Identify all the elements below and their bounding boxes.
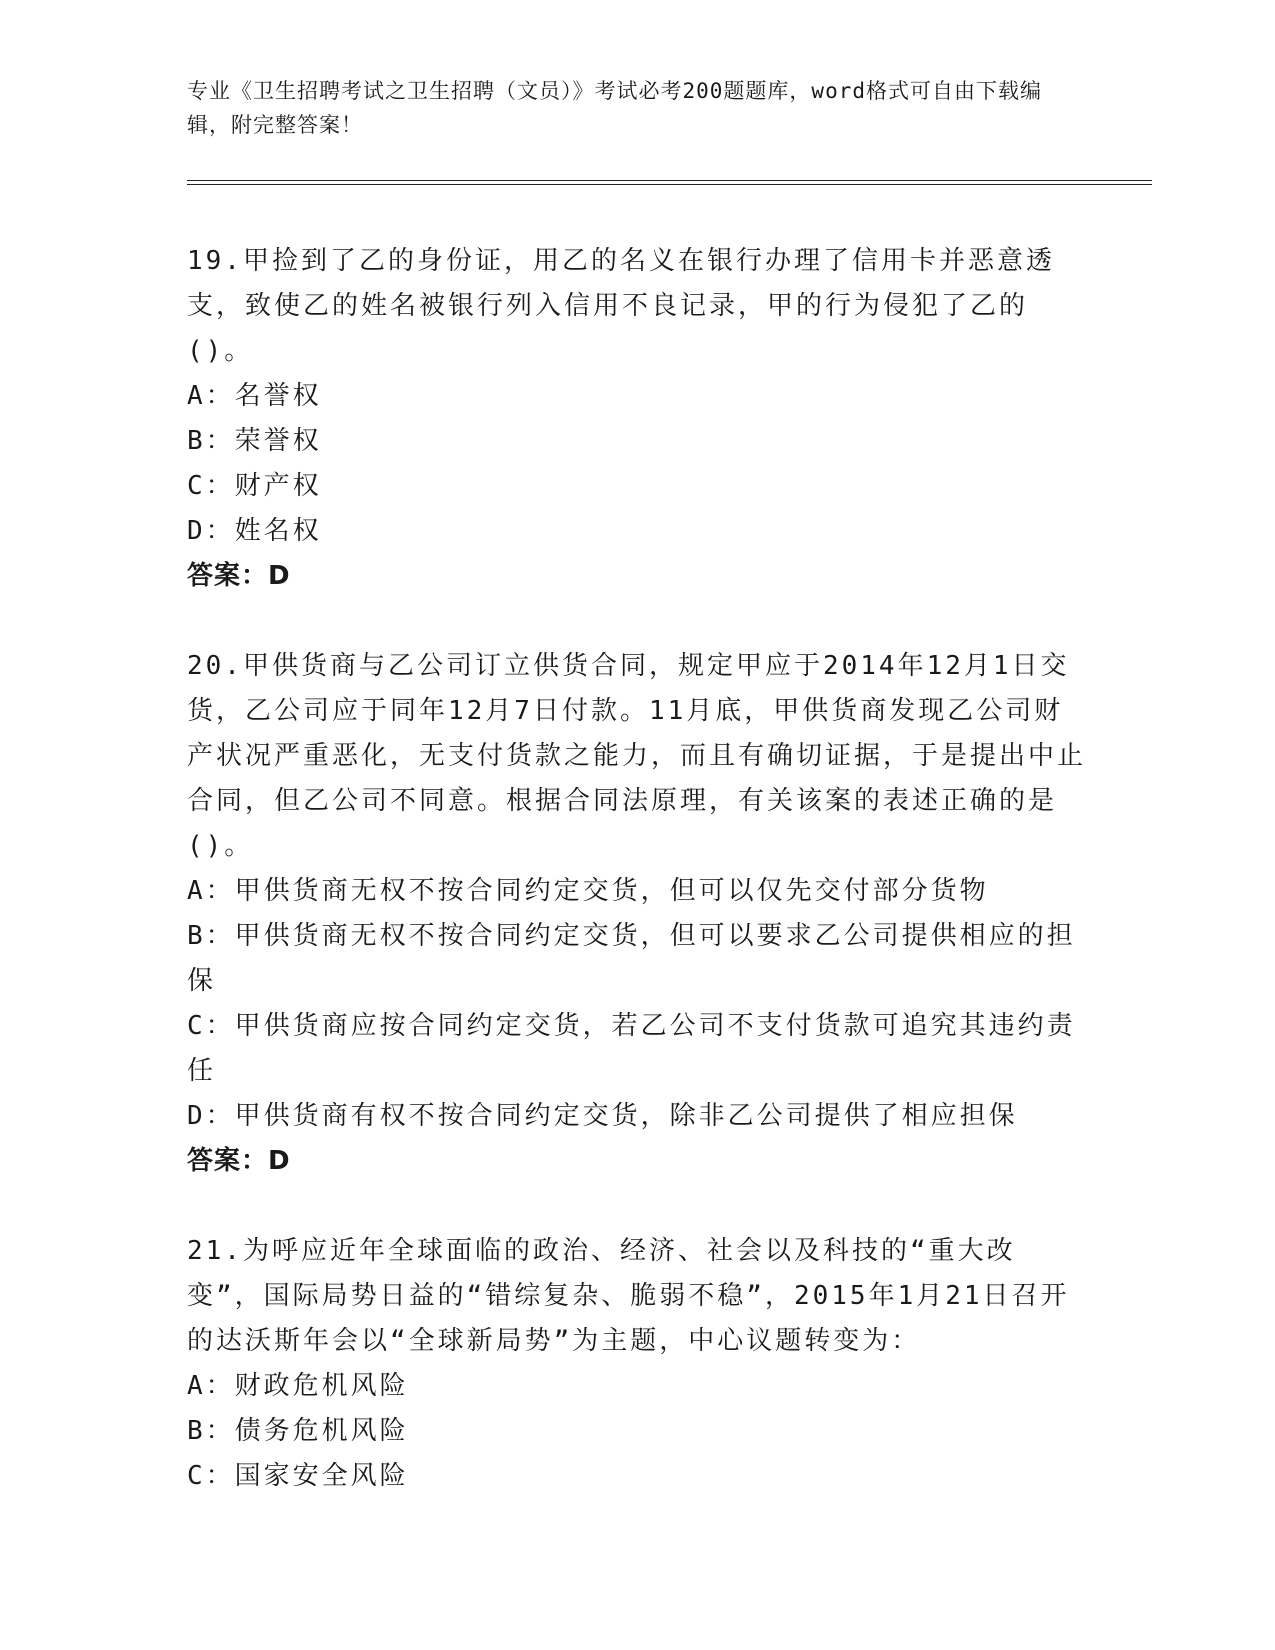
question-stem: 20.甲供货商与乙公司订立供货合同，规定甲应于2014年12月1日交货，乙公司应于同年12月7日付款。11月底，甲供货商发现乙公司财产状况严重恶化，无支付货款之能力，而且有确切证据，于是提出中止合同，但乙公司不同意。根据合同法原理，有关该案的表述正确的是()。 bbox=[187, 651, 1087, 861]
question-21 bbox=[187, 1229, 1152, 1499]
option-c: C：财产权 bbox=[187, 471, 322, 501]
option-a: A：财政危机风险 bbox=[187, 1371, 409, 1401]
option-a: A：名誉权 bbox=[187, 381, 322, 411]
question-20 bbox=[187, 644, 1152, 1184]
option-d: D：姓名权 bbox=[187, 516, 322, 546]
option-d: D：甲供货商有权不按合同约定交货，除非乙公司提供了相应担保 bbox=[187, 1101, 1018, 1131]
option-c: C：甲供货商应按合同约定交货，若乙公司不支付货款可追究其违约责任 bbox=[187, 1011, 1076, 1086]
option-c: C：国家安全风险 bbox=[187, 1461, 409, 1491]
document-page bbox=[187, 74, 1152, 1499]
option-b: B：荣誉权 bbox=[187, 426, 322, 456]
header-divider bbox=[187, 180, 1152, 185]
option-a: A：甲供货商无权不按合同约定交货，但可以仅先交付部分货物 bbox=[187, 876, 989, 906]
option-b: B：甲供货商无权不按合同约定交货，但可以要求乙公司提供相应的担保 bbox=[187, 921, 1076, 996]
question-stem: 19.甲捡到了乙的身份证，用乙的名义在银行办理了信用卡并恶意透支，致使乙的姓名被银行列入信用不良记录，甲的行为侵犯了乙的()。 bbox=[187, 246, 1055, 366]
option-b: B：债务危机风险 bbox=[187, 1416, 409, 1446]
answer-line: 答案：D bbox=[187, 1146, 291, 1176]
answer-line: 答案：D bbox=[187, 561, 291, 591]
question-19 bbox=[187, 239, 1152, 599]
document-header: 专业《卫生招聘考试之卫生招聘（文员）》考试必考200题题库，word格式可自由下载编辑，附完整答案！ bbox=[187, 79, 1042, 137]
question-stem: 21.为呼应近年全球面临的政治、经济、社会以及科技的“重大改变”，国际局势日益的“错综复杂、脆弱不稳”，2015年1月21日召开的达沃斯年会以“全球新局势”为主题，中心议题转变为： bbox=[187, 1236, 1070, 1356]
